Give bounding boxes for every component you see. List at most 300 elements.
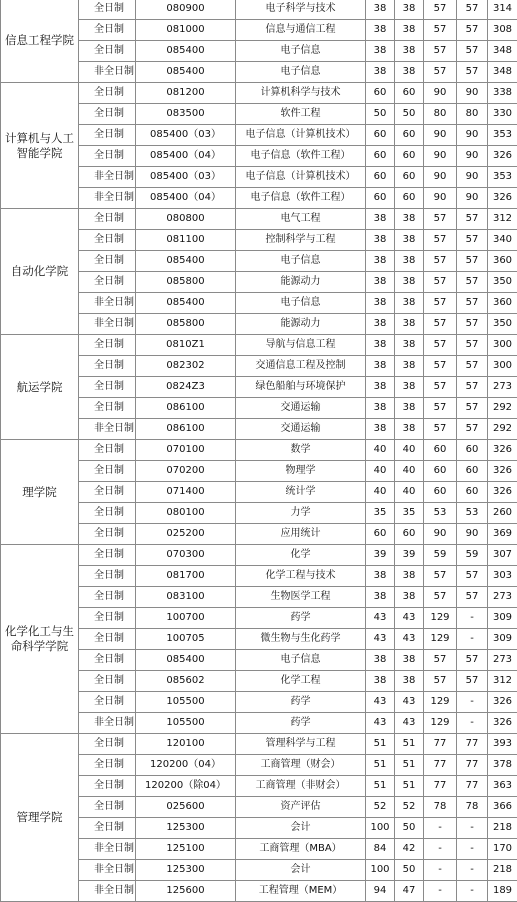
subject1-score-cell: - — [424, 818, 457, 839]
major-name-cell: 工商管理（非财会） — [236, 776, 366, 797]
subject2-score-cell: 77 — [457, 755, 488, 776]
subject2-score-cell: 77 — [457, 776, 488, 797]
subject2-score-cell: 60 — [457, 440, 488, 461]
english-score-cell: 38 — [395, 377, 424, 398]
major-name-cell: 力学 — [236, 503, 366, 524]
table-row — [1, 167, 517, 188]
major-code-cell: 070300 — [136, 545, 236, 566]
subject1-score-cell: 129 — [424, 692, 457, 713]
table-row — [1, 335, 517, 356]
politics-score-cell: 39 — [366, 545, 395, 566]
table-body — [1, 0, 517, 902]
table-row — [1, 797, 517, 818]
subject2-score-cell: 57 — [457, 650, 488, 671]
subject1-score-cell: 90 — [424, 146, 457, 167]
table-row — [1, 272, 517, 293]
major-code-cell: 080900 — [136, 0, 236, 20]
major-code-cell: 125300 — [136, 860, 236, 881]
subject2-score-cell: 90 — [457, 167, 488, 188]
english-score-cell: 38 — [395, 314, 424, 335]
study-mode-cell: 全日制 — [79, 104, 136, 125]
english-score-cell: 50 — [395, 104, 424, 125]
major-name-cell: 电气工程 — [236, 209, 366, 230]
major-name-cell: 管理科学与工程 — [236, 734, 366, 755]
subject1-score-cell: 57 — [424, 41, 457, 62]
table-row — [1, 482, 517, 503]
english-score-cell: 38 — [395, 62, 424, 83]
table-row — [1, 650, 517, 671]
major-name-cell: 会计 — [236, 860, 366, 881]
english-score-cell: 38 — [395, 272, 424, 293]
study-mode-cell: 非全日制 — [79, 860, 136, 881]
english-score-cell: 38 — [395, 335, 424, 356]
study-mode-cell: 全日制 — [79, 146, 136, 167]
major-name-cell: 软件工程 — [236, 104, 366, 125]
english-score-cell: 38 — [395, 587, 424, 608]
major-code-cell: 105500 — [136, 692, 236, 713]
politics-score-cell: 38 — [366, 587, 395, 608]
total-score-cell: 326 — [488, 461, 517, 482]
subject2-score-cell: 57 — [457, 356, 488, 377]
subject2-score-cell: - — [457, 692, 488, 713]
politics-score-cell: 100 — [366, 860, 395, 881]
college-name-cell: 理学院 — [1, 440, 79, 545]
subject1-score-cell: 129 — [424, 608, 457, 629]
major-name-cell: 化学工程 — [236, 671, 366, 692]
major-name-cell: 导航与信息工程 — [236, 335, 366, 356]
major-code-cell: 100700 — [136, 608, 236, 629]
english-score-cell: 51 — [395, 776, 424, 797]
total-score-cell: 378 — [488, 755, 517, 776]
subject1-score-cell: 90 — [424, 524, 457, 545]
politics-score-cell: 60 — [366, 524, 395, 545]
table-row — [1, 545, 517, 566]
total-score-cell: 273 — [488, 587, 517, 608]
table-row — [1, 461, 517, 482]
study-mode-cell: 全日制 — [79, 461, 136, 482]
english-score-cell: 50 — [395, 818, 424, 839]
english-score-cell: 38 — [395, 566, 424, 587]
subject1-score-cell: 57 — [424, 272, 457, 293]
total-score-cell: 360 — [488, 251, 517, 272]
major-name-cell: 微生物与生化药学 — [236, 629, 366, 650]
table-row — [1, 587, 517, 608]
major-code-cell: 125100 — [136, 839, 236, 860]
subject2-score-cell: - — [457, 860, 488, 881]
politics-score-cell: 38 — [366, 356, 395, 377]
english-score-cell: 47 — [395, 881, 424, 902]
major-code-cell: 083100 — [136, 587, 236, 608]
study-mode-cell: 全日制 — [79, 482, 136, 503]
major-code-cell: 120200（除04） — [136, 776, 236, 797]
major-name-cell: 化学工程与技术 — [236, 566, 366, 587]
english-score-cell: 38 — [395, 41, 424, 62]
major-name-cell: 交通运输 — [236, 398, 366, 419]
major-name-cell: 药学 — [236, 608, 366, 629]
total-score-cell: 308 — [488, 20, 517, 41]
table-row — [1, 377, 517, 398]
table-row — [1, 251, 517, 272]
subject2-score-cell: - — [457, 608, 488, 629]
major-code-cell: 120200（04） — [136, 755, 236, 776]
total-score-cell: 326 — [488, 482, 517, 503]
table-row — [1, 860, 517, 881]
subject2-score-cell: 60 — [457, 482, 488, 503]
english-score-cell: 38 — [395, 230, 424, 251]
subject1-score-cell: 57 — [424, 671, 457, 692]
total-score-cell: 330 — [488, 104, 517, 125]
major-code-cell: 085800 — [136, 272, 236, 293]
subject1-score-cell: 59 — [424, 545, 457, 566]
major-name-cell: 能源动力 — [236, 272, 366, 293]
major-name-cell: 电子信息（计算机技术） — [236, 125, 366, 146]
total-score-cell: 273 — [488, 377, 517, 398]
study-mode-cell: 全日制 — [79, 20, 136, 41]
subject1-score-cell: 57 — [424, 377, 457, 398]
study-mode-cell: 全日制 — [79, 251, 136, 272]
subject2-score-cell: 57 — [457, 419, 488, 440]
major-code-cell: 025200 — [136, 524, 236, 545]
subject1-score-cell: 60 — [424, 461, 457, 482]
major-name-cell: 工程管理（MEM） — [236, 881, 366, 902]
subject1-score-cell: 57 — [424, 293, 457, 314]
table-row — [1, 692, 517, 713]
subject2-score-cell: - — [457, 713, 488, 734]
major-name-cell: 电子信息（计算机技术） — [236, 167, 366, 188]
study-mode-cell: 非全日制 — [79, 167, 136, 188]
politics-score-cell: 38 — [366, 419, 395, 440]
major-code-cell: 080100 — [136, 503, 236, 524]
total-score-cell: 300 — [488, 356, 517, 377]
major-code-cell: 083500 — [136, 104, 236, 125]
major-name-cell: 工商管理（财会） — [236, 755, 366, 776]
english-score-cell: 38 — [395, 419, 424, 440]
table-row — [1, 104, 517, 125]
total-score-cell: 260 — [488, 503, 517, 524]
english-score-cell: 40 — [395, 482, 424, 503]
study-mode-cell: 全日制 — [79, 41, 136, 62]
major-code-cell: 085400（03） — [136, 125, 236, 146]
subject1-score-cell: 129 — [424, 629, 457, 650]
study-mode-cell: 全日制 — [79, 0, 136, 20]
politics-score-cell: 100 — [366, 818, 395, 839]
table-row — [1, 188, 517, 209]
subject1-score-cell: 57 — [424, 335, 457, 356]
politics-score-cell: 51 — [366, 734, 395, 755]
english-score-cell: 43 — [395, 629, 424, 650]
study-mode-cell: 全日制 — [79, 125, 136, 146]
total-score-cell: 312 — [488, 671, 517, 692]
english-score-cell: 38 — [395, 356, 424, 377]
total-score-cell: 326 — [488, 188, 517, 209]
total-score-cell: 350 — [488, 272, 517, 293]
study-mode-cell: 非全日制 — [79, 293, 136, 314]
major-name-cell: 电子信息 — [236, 41, 366, 62]
major-name-cell: 化学 — [236, 545, 366, 566]
politics-score-cell: 50 — [366, 104, 395, 125]
subject2-score-cell: - — [457, 881, 488, 902]
major-name-cell: 信息与通信工程 — [236, 20, 366, 41]
english-score-cell: 38 — [395, 251, 424, 272]
table-row — [1, 62, 517, 83]
major-name-cell: 应用统计 — [236, 524, 366, 545]
major-name-cell: 控制科学与工程 — [236, 230, 366, 251]
major-code-cell: 085602 — [136, 671, 236, 692]
table-row — [1, 503, 517, 524]
english-score-cell: 42 — [395, 839, 424, 860]
major-name-cell: 资产评估 — [236, 797, 366, 818]
english-score-cell: 60 — [395, 83, 424, 104]
major-code-cell: 085400 — [136, 650, 236, 671]
major-code-cell: 081000 — [136, 20, 236, 41]
table-row — [1, 419, 517, 440]
english-score-cell: 39 — [395, 545, 424, 566]
study-mode-cell: 非全日制 — [79, 713, 136, 734]
study-mode-cell: 全日制 — [79, 335, 136, 356]
politics-score-cell: 38 — [366, 0, 395, 20]
study-mode-cell: 全日制 — [79, 566, 136, 587]
politics-score-cell: 43 — [366, 629, 395, 650]
english-score-cell: 51 — [395, 734, 424, 755]
politics-score-cell: 38 — [366, 398, 395, 419]
politics-score-cell: 38 — [366, 209, 395, 230]
major-code-cell: 081100 — [136, 230, 236, 251]
politics-score-cell: 38 — [366, 650, 395, 671]
english-score-cell: 38 — [395, 398, 424, 419]
table-row — [1, 125, 517, 146]
subject1-score-cell: 57 — [424, 314, 457, 335]
major-name-cell: 电子信息 — [236, 251, 366, 272]
english-score-cell: 51 — [395, 755, 424, 776]
table-row — [1, 440, 517, 461]
subject2-score-cell: 57 — [457, 62, 488, 83]
politics-score-cell: 38 — [366, 272, 395, 293]
major-name-cell: 电子信息（软件工程） — [236, 188, 366, 209]
major-name-cell: 会计 — [236, 818, 366, 839]
total-score-cell: 273 — [488, 650, 517, 671]
politics-score-cell: 38 — [366, 335, 395, 356]
english-score-cell: 60 — [395, 188, 424, 209]
major-name-cell: 电子信息（软件工程） — [236, 146, 366, 167]
subject2-score-cell: 59 — [457, 545, 488, 566]
major-code-cell: 086100 — [136, 419, 236, 440]
subject1-score-cell: 57 — [424, 566, 457, 587]
major-name-cell: 药学 — [236, 692, 366, 713]
study-mode-cell: 全日制 — [79, 629, 136, 650]
major-name-cell: 生物医学工程 — [236, 587, 366, 608]
english-score-cell: 60 — [395, 524, 424, 545]
politics-score-cell: 38 — [366, 62, 395, 83]
politics-score-cell: 84 — [366, 839, 395, 860]
subject1-score-cell: 90 — [424, 83, 457, 104]
study-mode-cell: 全日制 — [79, 440, 136, 461]
major-code-cell: 070200 — [136, 461, 236, 482]
subject1-score-cell: 90 — [424, 167, 457, 188]
subject1-score-cell: 77 — [424, 755, 457, 776]
total-score-cell: 312 — [488, 209, 517, 230]
subject2-score-cell: 57 — [457, 293, 488, 314]
table-row — [1, 293, 517, 314]
subject1-score-cell: 77 — [424, 776, 457, 797]
study-mode-cell: 全日制 — [79, 650, 136, 671]
major-name-cell: 能源动力 — [236, 314, 366, 335]
subject2-score-cell: 57 — [457, 398, 488, 419]
table-row — [1, 209, 517, 230]
subject1-score-cell: 53 — [424, 503, 457, 524]
politics-score-cell: 40 — [366, 482, 395, 503]
study-mode-cell: 全日制 — [79, 545, 136, 566]
english-score-cell: 43 — [395, 692, 424, 713]
major-code-cell: 071400 — [136, 482, 236, 503]
study-mode-cell: 非全日制 — [79, 839, 136, 860]
study-mode-cell: 非全日制 — [79, 188, 136, 209]
major-code-cell: 125600 — [136, 881, 236, 902]
table-row — [1, 713, 517, 734]
college-name-cell: 计算机与人工智能学院 — [1, 83, 79, 209]
subject2-score-cell: 57 — [457, 587, 488, 608]
subject1-score-cell: 57 — [424, 419, 457, 440]
subject2-score-cell: 57 — [457, 566, 488, 587]
english-score-cell: 38 — [395, 671, 424, 692]
politics-score-cell: 40 — [366, 440, 395, 461]
total-score-cell: 353 — [488, 167, 517, 188]
total-score-cell: 314 — [488, 0, 517, 20]
total-score-cell: 369 — [488, 524, 517, 545]
major-code-cell: 085400 — [136, 293, 236, 314]
major-name-cell: 物理学 — [236, 461, 366, 482]
major-code-cell: 0824Z3 — [136, 377, 236, 398]
english-score-cell: 40 — [395, 461, 424, 482]
table-row — [1, 734, 517, 755]
english-score-cell: 60 — [395, 146, 424, 167]
study-mode-cell: 全日制 — [79, 356, 136, 377]
english-score-cell: 40 — [395, 440, 424, 461]
study-mode-cell: 非全日制 — [79, 314, 136, 335]
major-code-cell: 085400 — [136, 41, 236, 62]
major-code-cell: 081700 — [136, 566, 236, 587]
subject2-score-cell: 57 — [457, 209, 488, 230]
major-name-cell: 电子信息 — [236, 293, 366, 314]
english-score-cell: 52 — [395, 797, 424, 818]
total-score-cell: 338 — [488, 83, 517, 104]
subject2-score-cell: 77 — [457, 734, 488, 755]
major-code-cell: 085400（04） — [136, 146, 236, 167]
major-code-cell: 085400 — [136, 62, 236, 83]
table-row — [1, 608, 517, 629]
subject1-score-cell: - — [424, 839, 457, 860]
total-score-cell: 307 — [488, 545, 517, 566]
politics-score-cell: 38 — [366, 230, 395, 251]
study-mode-cell: 全日制 — [79, 671, 136, 692]
total-score-cell: 348 — [488, 41, 517, 62]
subject1-score-cell: 77 — [424, 734, 457, 755]
table-row — [1, 566, 517, 587]
subject2-score-cell: - — [457, 818, 488, 839]
total-score-cell: 303 — [488, 566, 517, 587]
total-score-cell: 218 — [488, 818, 517, 839]
subject2-score-cell: 57 — [457, 314, 488, 335]
table-row — [1, 629, 517, 650]
major-code-cell: 082302 — [136, 356, 236, 377]
major-name-cell: 电子科学与技术 — [236, 0, 366, 20]
major-code-cell: 120100 — [136, 734, 236, 755]
major-code-cell: 105500 — [136, 713, 236, 734]
study-mode-cell: 全日制 — [79, 503, 136, 524]
table-row — [1, 0, 517, 20]
college-name-cell: 信息工程学院 — [1, 0, 79, 83]
subject1-score-cell: - — [424, 881, 457, 902]
table-row — [1, 314, 517, 335]
politics-score-cell: 38 — [366, 293, 395, 314]
major-code-cell: 081200 — [136, 83, 236, 104]
english-score-cell: 38 — [395, 209, 424, 230]
politics-score-cell: 38 — [366, 566, 395, 587]
college-name-cell: 化学化工与生命科学学院 — [1, 545, 79, 734]
study-mode-cell: 全日制 — [79, 209, 136, 230]
study-mode-cell: 全日制 — [79, 608, 136, 629]
major-code-cell: 085800 — [136, 314, 236, 335]
politics-score-cell: 52 — [366, 797, 395, 818]
table-row — [1, 83, 517, 104]
total-score-cell: 326 — [488, 692, 517, 713]
subject1-score-cell: 90 — [424, 125, 457, 146]
subject2-score-cell: 80 — [457, 104, 488, 125]
subject1-score-cell: 78 — [424, 797, 457, 818]
major-code-cell: 070100 — [136, 440, 236, 461]
table-row — [1, 839, 517, 860]
table-row — [1, 776, 517, 797]
politics-score-cell: 43 — [366, 713, 395, 734]
study-mode-cell: 全日制 — [79, 377, 136, 398]
table-row — [1, 398, 517, 419]
total-score-cell: 309 — [488, 608, 517, 629]
total-score-cell: 353 — [488, 125, 517, 146]
major-code-cell: 085400（04） — [136, 188, 236, 209]
total-score-cell: 300 — [488, 335, 517, 356]
politics-score-cell: 38 — [366, 251, 395, 272]
subject2-score-cell: 57 — [457, 41, 488, 62]
english-score-cell: 38 — [395, 20, 424, 41]
study-mode-cell: 全日制 — [79, 755, 136, 776]
subject1-score-cell: 57 — [424, 62, 457, 83]
study-mode-cell: 非全日制 — [79, 881, 136, 902]
politics-score-cell: 43 — [366, 608, 395, 629]
politics-score-cell: 35 — [366, 503, 395, 524]
study-mode-cell: 非全日制 — [79, 419, 136, 440]
politics-score-cell: 38 — [366, 314, 395, 335]
study-mode-cell: 全日制 — [79, 818, 136, 839]
college-name-cell: 航运学院 — [1, 335, 79, 440]
major-code-cell: 100705 — [136, 629, 236, 650]
politics-score-cell: 40 — [366, 461, 395, 482]
total-score-cell: 292 — [488, 419, 517, 440]
english-score-cell: 38 — [395, 0, 424, 20]
total-score-cell: 292 — [488, 398, 517, 419]
table-row — [1, 356, 517, 377]
major-code-cell: 080800 — [136, 209, 236, 230]
study-mode-cell: 全日制 — [79, 83, 136, 104]
table-row — [1, 818, 517, 839]
total-score-cell: 189 — [488, 881, 517, 902]
major-name-cell: 计算机科学与技术 — [236, 83, 366, 104]
politics-score-cell: 38 — [366, 41, 395, 62]
major-name-cell: 绿色船舶与环境保护 — [236, 377, 366, 398]
table-row — [1, 230, 517, 251]
subject1-score-cell: 90 — [424, 188, 457, 209]
major-name-cell: 电子信息 — [236, 62, 366, 83]
subject2-score-cell: 78 — [457, 797, 488, 818]
table-row — [1, 881, 517, 902]
